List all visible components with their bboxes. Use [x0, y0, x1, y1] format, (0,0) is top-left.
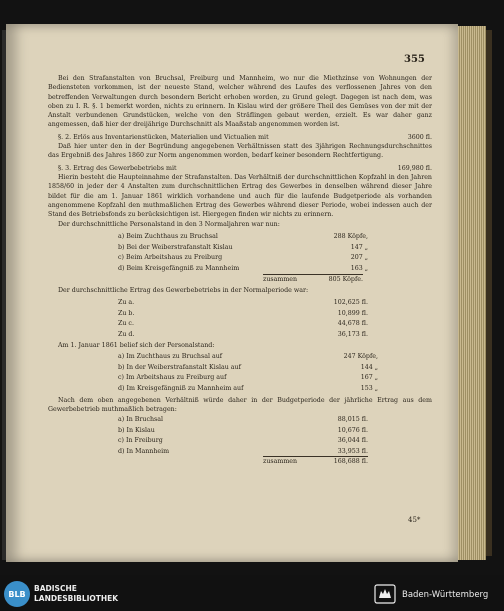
row-label: Zu d.	[118, 330, 135, 338]
table-row	[118, 329, 368, 340]
row-label: d) Im Kreisgefängniß zu Mannheim auf	[118, 384, 244, 392]
table-2-intro: Der durchschnittliche Ertrag des Gewerbebetriebs in der Normalperiode war:	[58, 287, 309, 295]
signature-mark: 45*	[408, 516, 421, 524]
section-3-title: §. 3. Ertrag des Gewerbebetriebs mit	[58, 164, 177, 172]
row-label: a) Beim Zuchthaus zu Bruchsal	[118, 233, 218, 241]
table-row	[118, 308, 368, 319]
table-row	[118, 319, 368, 330]
row-value: 36,044 fl.	[337, 437, 368, 445]
row-value: 10,899 fl.	[337, 309, 368, 317]
sum-value: 805 Köpfe.	[328, 276, 363, 284]
table-3	[118, 352, 378, 394]
table-4	[118, 414, 368, 456]
row-value: 36,173 fl.	[337, 330, 368, 338]
row-value: 102,625 fl.	[333, 299, 368, 307]
table-4-sum	[263, 456, 368, 466]
sum-value: 168,688 fl.	[333, 458, 368, 466]
sum-label: zusammen	[263, 458, 298, 466]
table-row	[118, 373, 378, 384]
row-label: a) In Bruchsal	[118, 416, 164, 424]
blb-logo-icon: BLB	[4, 581, 30, 607]
table-2	[118, 298, 368, 340]
row-value: 167 „	[360, 374, 378, 382]
table-row	[118, 298, 368, 309]
section-3-heading	[48, 164, 432, 173]
table-row	[118, 253, 368, 264]
library-name-line-2: LANDESBIBLIOTHEK	[34, 594, 119, 603]
row-label: c) In Freiburg	[118, 437, 163, 445]
table-row	[118, 352, 378, 363]
row-value: 247 Köpfe,	[343, 353, 378, 361]
page-text	[48, 74, 432, 467]
page-number: 355	[404, 54, 425, 65]
table-1	[118, 232, 368, 286]
row-value: 147 „	[350, 243, 368, 251]
table-row	[118, 446, 368, 457]
section-2-value: 3600 fl.	[407, 133, 432, 141]
row-label: Zu b.	[118, 309, 135, 317]
row-label: Zu a.	[118, 299, 135, 307]
table-row	[118, 263, 368, 274]
table-row	[118, 435, 368, 446]
intro-paragraph: Bei den Strafanstalten von Bruchsal, Freiburg und Mannheim, wo nur die Miethzinse von Wohnungen der Bediensteten vorkommen, ist der neueste Stand, welcher während des Laufes des verflossenen Jahres von den betreffenden Verwaltungen durch besondern Bericht erhoben worden, zu Grund gelegt. Dagegen ist nach dem, was oben zu I. R. §. 1 bemerkt worden, nichts zu erinnern. In Kislau wird der größere Theil des Gemüses von der mit der Anstalt verbundenen Grundstücken, welche von den Sträflingen gebaut werden, erzielt. Es war daher ganz angemessen, daß hier der dreijährige Durchschnitt als Maaßstab angenommen worden ist.	[48, 75, 432, 129]
sum-label: zusammen	[263, 276, 298, 284]
table-row	[118, 414, 368, 425]
page-edges	[458, 26, 486, 560]
row-value: 10,676 fl.	[337, 426, 368, 434]
table-4-intro: Nach dem oben angegebenen Verhältniß würde daher in der Budgetperiode der jährliche Ertrag aus dem Gewerbebetrieb muthmaßlich betragen:	[48, 396, 432, 414]
section-2-title: §. 2. Erlös aus Inventarienstücken, Materialien und Victualien mit	[58, 133, 269, 141]
section-2-heading	[48, 133, 432, 142]
section-3-text: Hierin besteht die Haupteinnahme der Strafanstalten. Das Verhältniß der durchschnittlichen Kopfzahl in den Jahren 1858/60 in jeder der 4 Anstalten zum durchschnittlichen Ertrag des Gewerbes in denselben während dieser Jahre bildet für die am 1. Januar 1861 wirklich vorhandene und auch für die laufende Budgetperiode als vorhanden angenommene Kopfzahl den muthmaßlichen Ertrag des Gewerbes während dieser Periode, wobei indessen auch der Stand des Betriebsfonds zu berücksichtigen ist. Hiergegen finden wir nichts zu erinnern.	[48, 173, 432, 219]
row-value: 207 „	[350, 254, 368, 262]
row-value: 288 Köpfe,	[333, 233, 368, 241]
row-value: 144 „	[360, 363, 378, 371]
row-value: 33,953 fl.	[337, 447, 368, 455]
row-label: c) Im Arbeitshaus zu Freiburg auf	[118, 374, 227, 382]
section-3-value: 169,980 fl.	[397, 164, 432, 172]
row-value: 88,015 fl.	[337, 416, 368, 424]
table-1-intro: Der durchschnittliche Personalstand in den 3 Normaljahren war nun:	[58, 221, 280, 229]
table-row	[118, 232, 368, 243]
table-row	[118, 425, 368, 436]
row-label: d) In Mannheim	[118, 447, 170, 455]
row-label: b) In der Weiberstrafanstalt Kislau auf	[118, 363, 241, 371]
book-spine-shadow	[486, 30, 492, 556]
table-row	[118, 362, 378, 373]
section-2-text: Daß hier unter den in der Begründung angegebenen Verhältnissen statt des 3jährigen Rechnungsdurchschnittes das Ergebniß des Jahres 1860 zur Norm angenommen worden, bedarf keiner besondern Rechtfertigung.	[48, 143, 432, 160]
row-label: b) In Kislau	[118, 426, 155, 434]
row-label: d) Beim Kreisgefängniß zu Mannheim	[118, 264, 240, 272]
row-value: 153 „	[360, 384, 378, 392]
row-label: b) Bei der Weiberstrafanstalt Kislau	[118, 243, 233, 251]
library-name	[34, 584, 118, 604]
state-name: Baden-Württemberg	[402, 590, 489, 600]
table-1-sum	[263, 274, 363, 286]
row-value: 163 „	[350, 264, 368, 272]
table-3-intro: Am 1. Januar 1861 belief sich der Personalstand:	[58, 341, 215, 349]
table-row	[118, 383, 378, 394]
row-label: a) Im Zuchthaus zu Bruchsal auf	[118, 353, 223, 361]
row-label: Zu c.	[118, 320, 134, 328]
table-row	[118, 242, 368, 253]
row-value: 44,678 fl.	[337, 320, 368, 328]
row-label: c) Beim Arbeitshaus zu Freiburg	[118, 254, 223, 262]
library-name-line-1: BADISCHE	[34, 584, 77, 593]
baden-wuerttemberg-lions-icon	[374, 583, 396, 605]
